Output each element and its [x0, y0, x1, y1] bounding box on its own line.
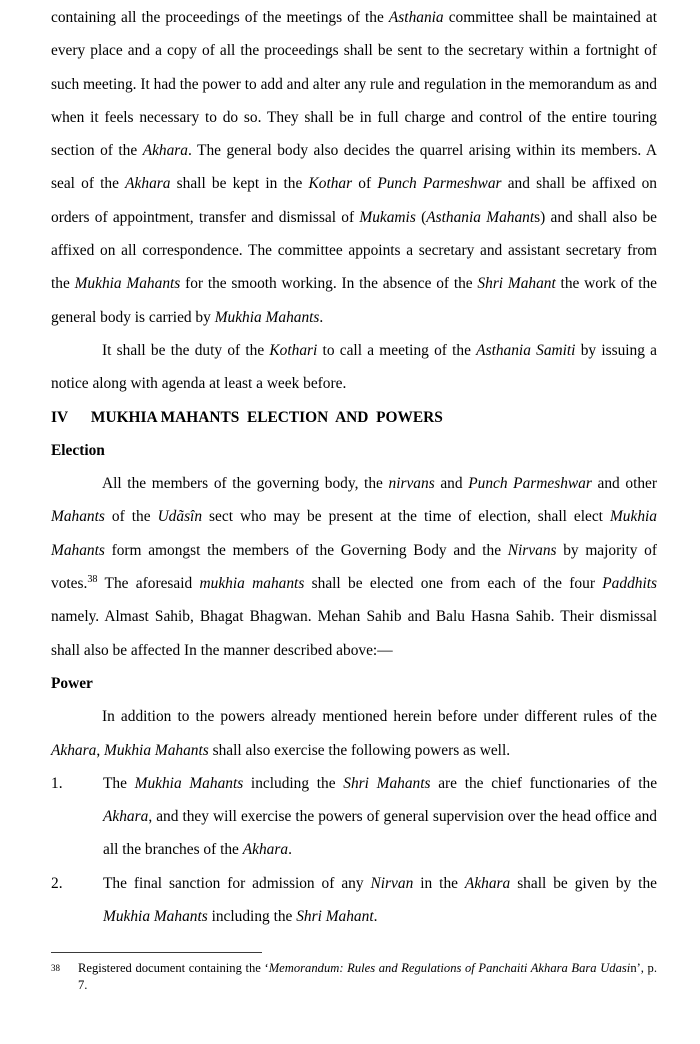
- subheading-power: Power: [51, 674, 93, 692]
- text-run: The: [103, 774, 135, 792]
- text-run: and shall be affixed on orders of appointment, transfer and dismissal of: [51, 175, 657, 226]
- section-title: MUKHIA MAHANTS ELECTION AND POWERS: [90, 408, 443, 426]
- text-run: In addition to the powers already mentioned herein before under different rules of the: [102, 708, 657, 726]
- powers-numbered-list: [51, 767, 657, 933]
- paragraph-asthania-committee: [51, 0, 657, 334]
- italic-run: Punch Parmeshwar: [468, 475, 592, 493]
- italic-run: Mukhia Mahants: [104, 741, 209, 759]
- italic-run: Asthania Samiti: [476, 341, 576, 359]
- italic-run: Shri Mahants: [343, 774, 431, 792]
- text-run: in the: [413, 874, 465, 892]
- italic-run: Mukhia Mahants: [51, 508, 657, 559]
- italic-run: Asthania: [388, 9, 444, 26]
- footnote-separator-rule: [51, 952, 262, 953]
- italic-run: Akhara: [51, 741, 97, 759]
- list-item-text: [103, 875, 657, 925]
- paragraph-kothari-meeting: [51, 334, 657, 401]
- text-run: The aforesaid: [97, 575, 200, 593]
- text-run: n’, p. 7.: [78, 961, 658, 992]
- italic-run: Akhara: [464, 874, 511, 892]
- italic-run: Akhara: [103, 808, 149, 826]
- footnote-number: 38: [51, 963, 60, 973]
- text-run: the work of the general body is carried by: [51, 275, 658, 326]
- text-run: All the members of the governing body, the: [102, 475, 389, 493]
- footnote-reference: 38: [87, 573, 98, 585]
- text-run: .: [319, 308, 324, 326]
- italic-run: Mukhia Mahants: [214, 308, 320, 326]
- text-run: are the chief functionaries of the: [430, 774, 658, 792]
- text-run: It shall be the duty of the: [102, 341, 270, 359]
- text-run: by majority of votes.: [51, 541, 657, 593]
- section-number: IV: [51, 408, 68, 426]
- text-run: including the: [207, 908, 297, 926]
- footnote-area: [51, 952, 657, 993]
- text-run: sect who may be present at the time of election, shall elect: [202, 508, 610, 526]
- text-run: and other: [591, 475, 657, 493]
- italic-run: Shri Mahant: [477, 275, 556, 293]
- text-run: of: [352, 175, 378, 193]
- italic-run: Mukamis: [359, 208, 416, 226]
- italic-run: Mukhia Mahants: [134, 774, 244, 792]
- subheading-election: Election: [51, 441, 105, 459]
- document-page: [51, 0, 657, 1044]
- text-run: of the: [104, 508, 158, 526]
- italic-run: Kothar: [308, 175, 353, 193]
- text-run: to call a meeting of the: [317, 341, 477, 359]
- text-run: .: [288, 841, 292, 859]
- text-run: .: [373, 908, 378, 926]
- italic-run: Memorandum: Rules and Regulations of Panchaiti Akhara Bara Udasi: [268, 961, 631, 975]
- italic-run: Asthania Mahant: [426, 208, 535, 226]
- paragraph-election-procedure: [51, 467, 657, 667]
- text-run: and: [434, 475, 469, 493]
- italic-run: Shri Mahant: [296, 908, 374, 926]
- italic-run: Mukhia Mahants: [74, 275, 181, 293]
- italic-run: Nirvans: [507, 541, 557, 559]
- section-heading-iv: [51, 401, 657, 434]
- text-run: shall be given by the: [510, 874, 657, 892]
- text-run: The final sanction for admission of any: [103, 874, 371, 892]
- italic-run: Akhara: [242, 841, 289, 859]
- italic-run: nirvans: [388, 475, 435, 493]
- text-run: committee shall be maintained at every place and a copy of all the proceedings shall be sent to the secretary within a fortnight of such meeting. It had the power to add and alter any rule and regulation in the memorandum as and when it feels necessary to do so. They shall be in full charge and control of the entire touring section of the: [51, 9, 657, 160]
- footnote-text: [78, 961, 657, 992]
- list-item-number: 2.: [51, 874, 63, 892]
- text-run: by issuing a notice along with agenda at least a week before.: [51, 341, 658, 393]
- list-item: [51, 867, 657, 934]
- text-run: , and they will exercise the powers of general supervision over the head office and all the branches of the: [103, 808, 657, 859]
- italic-run: Udãsîn: [157, 508, 203, 526]
- list-item: [51, 767, 657, 867]
- text-run: including the: [243, 774, 344, 792]
- italic-run: Paddhits: [602, 575, 658, 593]
- italic-run: Akhara: [125, 175, 171, 193]
- text-run: Registered document containing the ‘: [78, 961, 269, 975]
- text-run: containing all the proceedings of the meetings of the: [51, 9, 389, 26]
- text-run: ,: [96, 741, 105, 759]
- italic-run: Nirvan: [370, 874, 414, 892]
- italic-run: Akhara: [142, 142, 188, 160]
- italic-run: Mukhia Mahants: [103, 908, 208, 926]
- text-run: shall be elected one from each of the four: [304, 575, 603, 593]
- italic-run: Punch Parmeshwar: [377, 175, 502, 193]
- section-heading-gap: [68, 409, 91, 426]
- text-run: namely. Almast Sahib, Bhagat Bhagwan. Mehan Sahib and Balu Hasna Sahib. Their dismissal shall also be affected In the manner described above:—: [51, 608, 657, 659]
- text-run: (: [415, 208, 427, 226]
- text-run: . The general body also decides the quarrel arising within its members. A seal of the: [51, 142, 657, 193]
- italic-run: mukhia mahants: [199, 575, 305, 593]
- text-run: shall also exercise the following powers as well.: [208, 741, 511, 759]
- italic-run: Kothari: [269, 341, 318, 359]
- text-run: form amongst the members of the Governing Body and the: [104, 541, 508, 559]
- text-run: shall be kept in the: [170, 175, 309, 193]
- text-run: s) and shall also be affixed on all correspondence. The committee appoints a secretary and assistant secretary from the: [51, 208, 657, 293]
- footnote-38: [51, 960, 657, 993]
- text-run: for the smooth working. In the absence of the: [180, 275, 478, 293]
- list-item-text: [103, 775, 657, 859]
- paragraph-powers-intro: [51, 700, 657, 767]
- italic-run: Mahants: [51, 508, 105, 526]
- list-item-number: 1.: [51, 774, 63, 792]
